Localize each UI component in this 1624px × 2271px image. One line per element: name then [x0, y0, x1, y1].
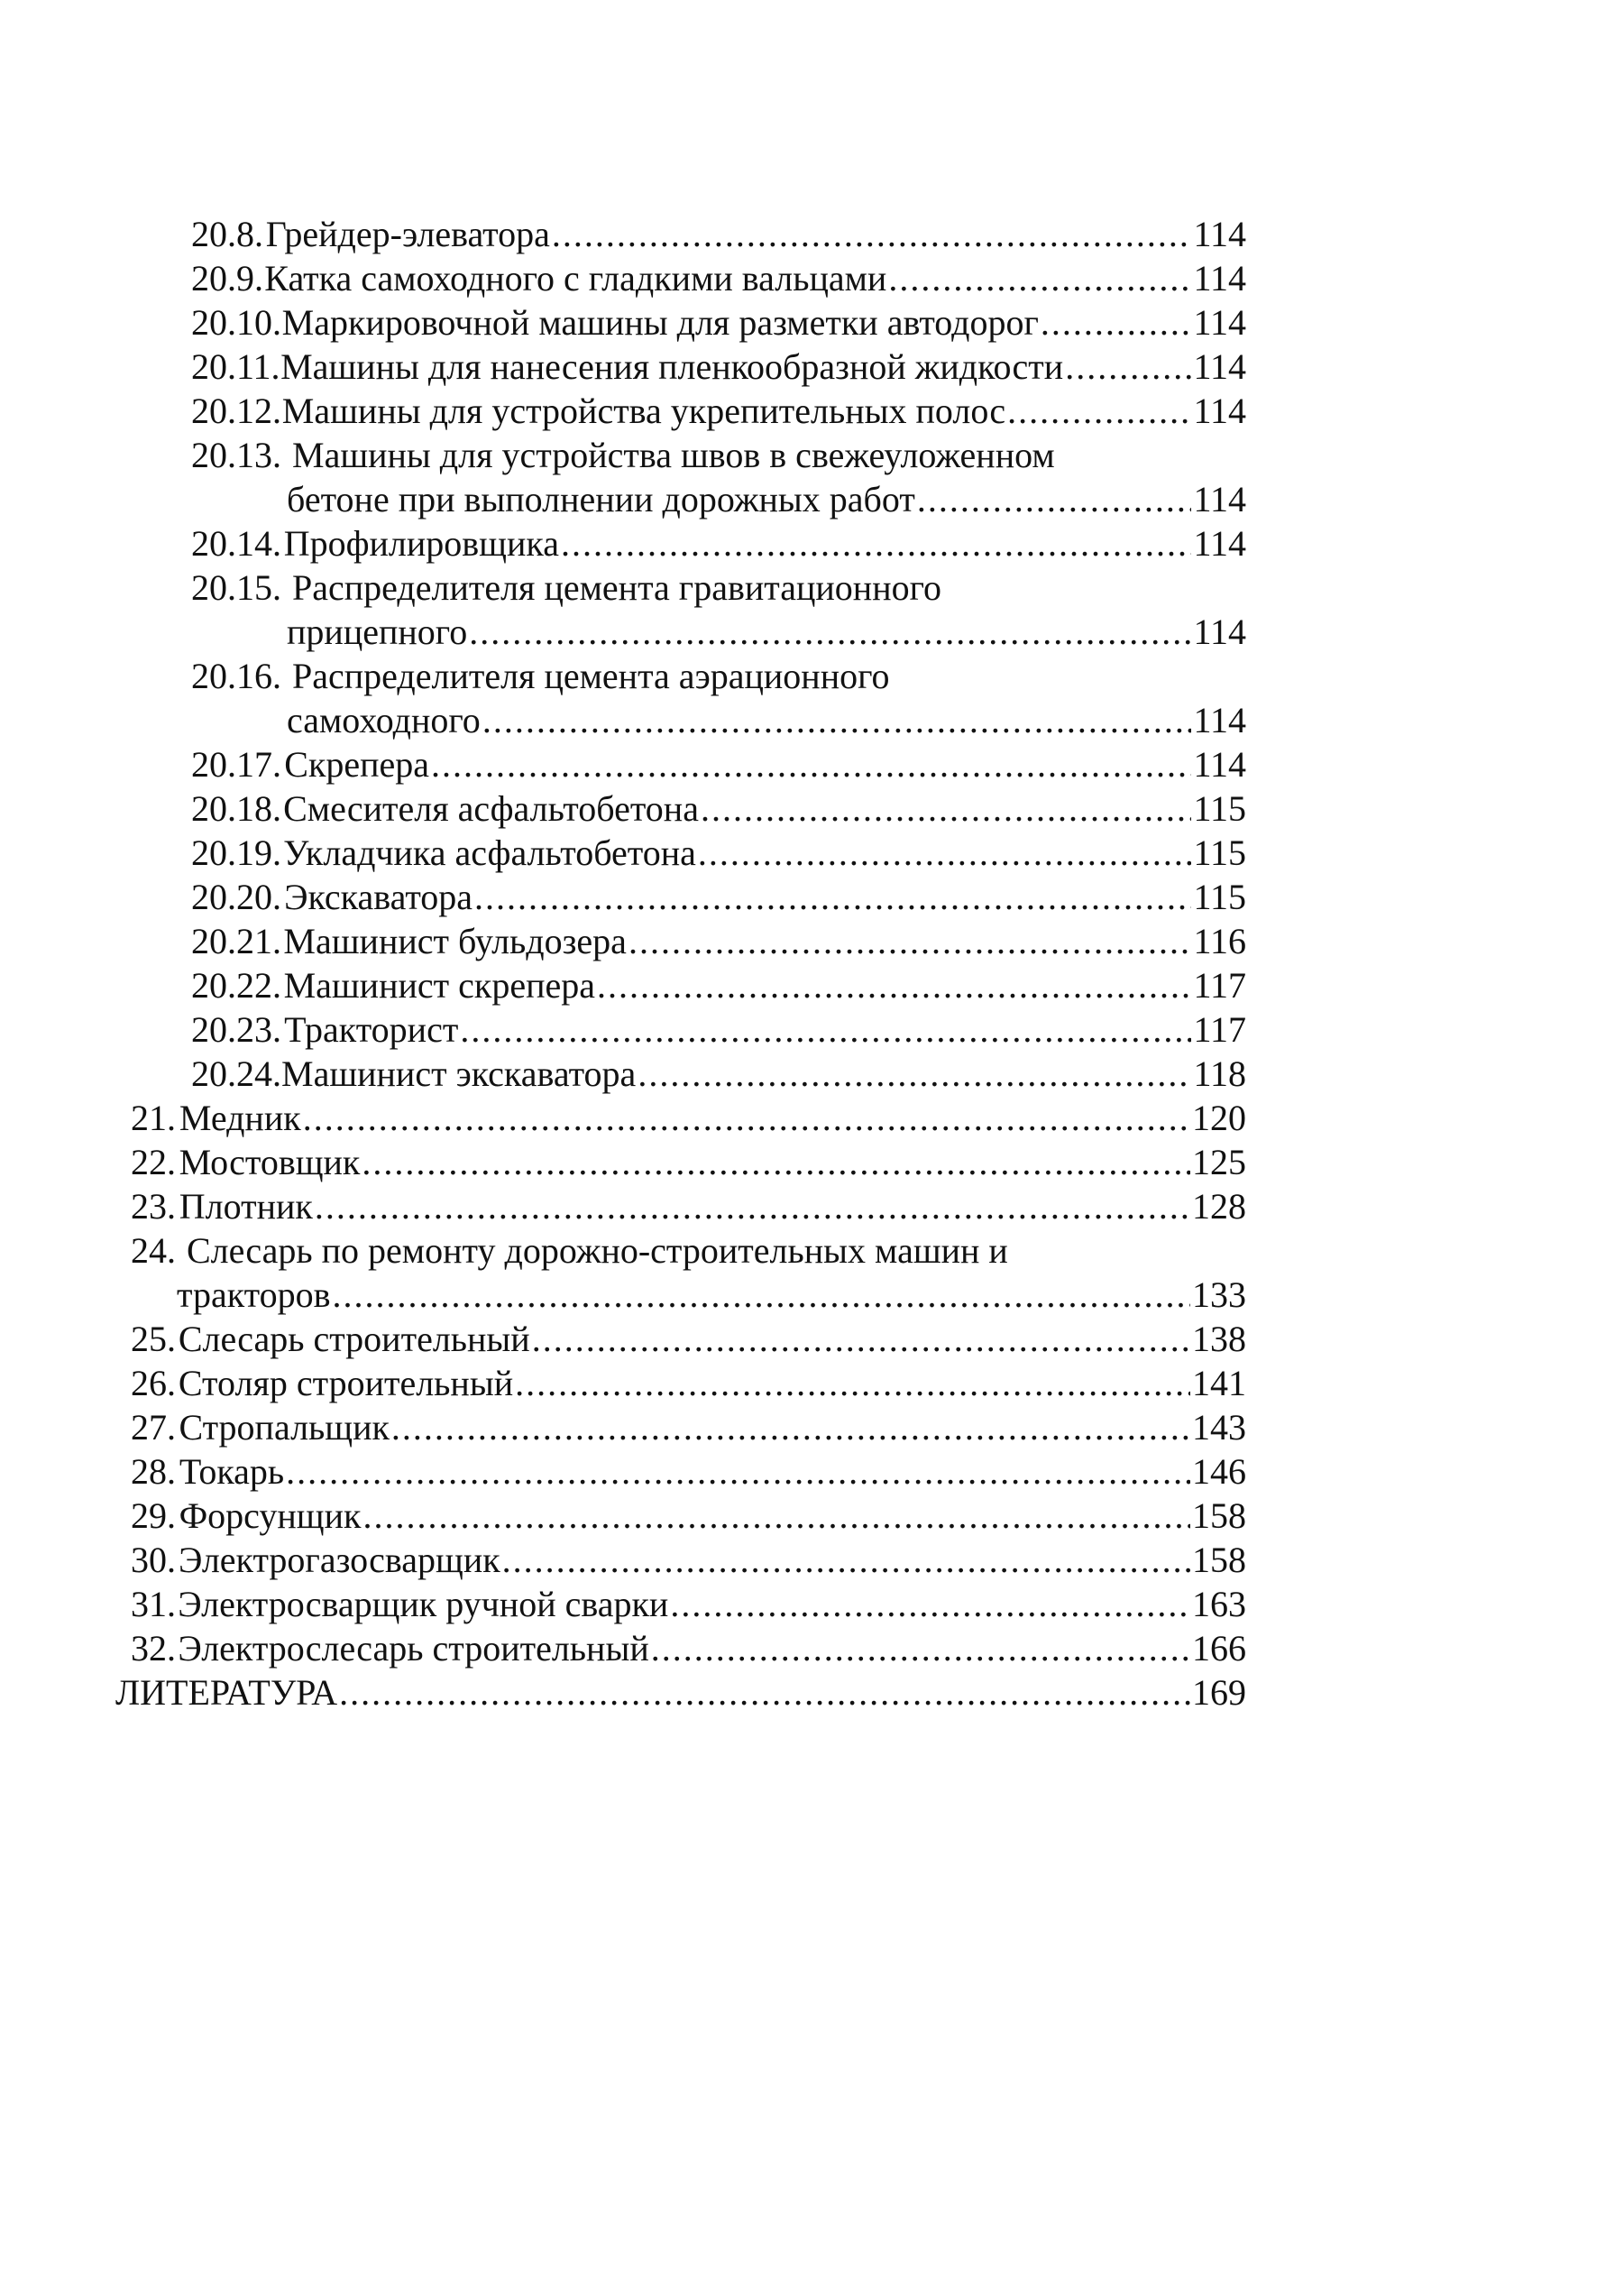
- toc-dot-leader: [698, 832, 1192, 875]
- toc-entry-number: 24.: [131, 1230, 176, 1271]
- toc-entry-page: 114: [1193, 744, 1246, 785]
- toc-entry-continuation: [287, 611, 1246, 654]
- toc-entry: [131, 1362, 1246, 1405]
- toc-entry-bibliography: [115, 1671, 1246, 1715]
- toc-dot-leader: [917, 478, 1192, 521]
- toc-entry-page: 133: [1192, 1274, 1246, 1315]
- toc-entry-title: Медник: [179, 1098, 301, 1138]
- toc-entry-number: 20.17.: [191, 744, 281, 785]
- toc-entry-page: 114: [1193, 523, 1246, 564]
- toc-entry: [191, 434, 1246, 477]
- toc-entry: [191, 876, 1246, 919]
- toc-entry-page: 128: [1192, 1186, 1246, 1227]
- toc-entry-title: Столяр строительный: [178, 1363, 514, 1403]
- toc-entry-number: 20.9.: [191, 258, 263, 299]
- toc-entry: [131, 1229, 1246, 1273]
- toc-entry: [191, 1053, 1246, 1096]
- toc-entry-number: 26.: [131, 1363, 176, 1403]
- toc-entry: [131, 1097, 1246, 1140]
- toc-entry-page: 117: [1193, 965, 1246, 1006]
- toc-entry: [191, 522, 1246, 565]
- toc-entry-title: Распределителя цемента гравитационного: [292, 567, 942, 608]
- toc-entry-title: тракторов: [177, 1274, 331, 1315]
- toc-entry-title: прицепного: [287, 611, 468, 652]
- toc-dot-leader: [638, 1053, 1191, 1096]
- toc-entry: [131, 1406, 1246, 1449]
- toc-dot-leader: [561, 522, 1192, 565]
- toc-entry: [191, 301, 1246, 345]
- toc-entry-page: 166: [1192, 1628, 1246, 1669]
- toc-entry-page: 158: [1192, 1540, 1246, 1580]
- toc-dot-leader: [651, 1627, 1190, 1670]
- toc-dot-leader: [888, 257, 1191, 300]
- toc-entry-title: самоходного: [287, 700, 481, 740]
- toc-entry-page: 120: [1192, 1098, 1246, 1138]
- toc-entry-page: 114: [1193, 214, 1246, 254]
- toc-entry: [191, 390, 1246, 433]
- toc-entry-page: 117: [1193, 1009, 1246, 1050]
- toc-entry-number: 32.: [131, 1628, 176, 1669]
- toc-entry-page: 115: [1193, 877, 1246, 917]
- toc-entry-page: 114: [1193, 700, 1246, 740]
- toc-dot-leader: [362, 1141, 1190, 1184]
- toc-dot-leader: [391, 1406, 1190, 1449]
- toc-entry-title: Стропальщик: [179, 1407, 390, 1448]
- toc-dot-leader: [286, 1450, 1190, 1494]
- toc-entry-page: 114: [1193, 302, 1246, 343]
- toc-entry: [191, 655, 1246, 698]
- toc-entry-title: Форсунщик: [179, 1495, 362, 1536]
- toc-entry-title: бетоне при выполнении дорожных работ: [287, 479, 915, 519]
- toc-entry-continuation: [287, 699, 1246, 742]
- toc-dot-leader: [552, 213, 1192, 256]
- toc-entry-page: 115: [1193, 832, 1246, 873]
- toc-dot-leader: [597, 964, 1191, 1007]
- toc-entry: [191, 920, 1246, 963]
- toc-entry-page: 169: [1192, 1672, 1246, 1713]
- toc-entry-title: Катка самоходного с гладкими вальцами: [264, 258, 887, 299]
- toc-dot-leader: [469, 611, 1191, 654]
- toc-entry: [131, 1539, 1246, 1582]
- toc-entry-number: 20.24.: [191, 1053, 281, 1094]
- toc-entry-title: Машинист скрепера: [283, 965, 595, 1006]
- toc-entry-number: 29.: [131, 1495, 176, 1536]
- toc-entry: [131, 1627, 1246, 1670]
- toc-entry-title: Электросварщик ручной сварки: [178, 1584, 669, 1624]
- toc-dot-leader: [1065, 345, 1191, 389]
- toc-entry-title: Электрогазосварщик: [178, 1540, 500, 1580]
- toc-dot-leader: [332, 1273, 1190, 1317]
- toc-entry-number: 20.10.: [191, 302, 281, 343]
- toc-entry-title: Тракторист: [284, 1009, 459, 1050]
- toc-entry: [191, 566, 1246, 610]
- toc-entry-page: 116: [1193, 921, 1246, 961]
- toc-dot-leader: [482, 699, 1192, 742]
- toc-entry-title: Машинист бульдозера: [283, 921, 627, 961]
- toc-entry-number: 20.19.: [191, 832, 281, 873]
- toc-entry-number: 27.: [131, 1407, 176, 1448]
- toc-entry-number: 23.: [131, 1186, 176, 1227]
- toc-entry-number: 20.15.: [191, 567, 281, 608]
- toc-entry: [191, 743, 1246, 786]
- toc-entry-number: 20.21.: [191, 921, 281, 961]
- toc-entry-number: 30.: [131, 1540, 176, 1580]
- toc-entry-title: Скрепера: [284, 744, 430, 785]
- toc-entry-title: Электрослесарь строительный: [178, 1628, 649, 1669]
- toc-entry-title: Распределителя цемента аэрационного: [292, 656, 890, 696]
- toc-dot-leader: [628, 920, 1192, 963]
- toc-entry-title: Машины для устройства укрепительных полос: [281, 391, 1006, 431]
- toc-entry: [191, 832, 1246, 875]
- toc-entry-title: Плотник: [179, 1186, 313, 1227]
- toc-entry: [131, 1583, 1246, 1626]
- toc-entry-page: 146: [1192, 1451, 1246, 1492]
- toc-entry-page: 114: [1193, 391, 1246, 431]
- toc-entry-page: 114: [1193, 258, 1246, 299]
- toc-entry: [191, 1008, 1246, 1052]
- toc-entry-title: Машины для нанесения пленкообразной жидкости: [280, 346, 1064, 387]
- toc-entry-page: 114: [1193, 611, 1246, 652]
- toc-entry-continuation: [287, 478, 1246, 521]
- toc-entry-number: 25.: [131, 1319, 176, 1359]
- toc-entry-page: 125: [1192, 1142, 1246, 1182]
- toc-entry-title: Экскаватора: [284, 877, 473, 917]
- toc-entry-title: Укладчика асфальтобетона: [283, 832, 696, 873]
- toc-entry: [191, 345, 1246, 389]
- toc-entry-number: 20.14.: [191, 523, 281, 564]
- toc-entry-number: 20.18.: [191, 788, 281, 829]
- toc-dot-leader: [474, 876, 1191, 919]
- toc-dot-leader: [303, 1097, 1190, 1140]
- toc-entry-page: 115: [1193, 788, 1246, 829]
- toc-entry-number: 20.23.: [191, 1009, 281, 1050]
- toc-entry-title: Смесителя асфальтобетона: [283, 788, 699, 829]
- toc-entry-title: Слесарь строительный: [178, 1319, 530, 1359]
- toc-entry-title: Маркировочной машины для разметки автодорог: [281, 302, 1039, 343]
- toc-entry: [131, 1450, 1246, 1494]
- toc-entry-title: Машины для устройства швов в свежеуложенном: [292, 435, 1055, 475]
- toc-entry-title: Токарь: [179, 1451, 285, 1492]
- toc-entry-page: 114: [1193, 346, 1246, 387]
- toc-entry: [131, 1141, 1246, 1184]
- toc-entry-title: Слесарь по ремонту дорожно-строительных машин и: [187, 1230, 1008, 1271]
- toc-entry-number: 20.12.: [191, 391, 281, 431]
- toc-entry-title: Профилировщика: [283, 523, 559, 564]
- toc-entry-number: 20.13.: [191, 435, 281, 475]
- toc-dot-leader: [1007, 390, 1191, 433]
- toc-entry-number: 20.8.: [191, 214, 263, 254]
- toc-entry-page: 141: [1192, 1363, 1246, 1403]
- toc-entry-title: Грейдер-элеватора: [265, 214, 550, 254]
- toc-entry-page: 163: [1192, 1584, 1246, 1624]
- toc-entry: [191, 213, 1246, 256]
- toc-entry-number: 28.: [131, 1451, 176, 1492]
- toc-dot-leader: [515, 1362, 1190, 1405]
- toc-dot-leader: [362, 1494, 1190, 1538]
- toc-entry-number: 20.20.: [191, 877, 281, 917]
- toc-dot-leader: [532, 1318, 1190, 1361]
- toc-entry-number: 20.16.: [191, 656, 281, 696]
- toc-dot-leader: [502, 1539, 1190, 1582]
- toc-entry-page: 143: [1192, 1407, 1246, 1448]
- toc-entry-number: 22.: [131, 1142, 176, 1182]
- toc-entry: [191, 787, 1246, 831]
- toc-entry-page: 138: [1192, 1319, 1246, 1359]
- toc-entry: [191, 257, 1246, 300]
- toc-entry: [191, 964, 1246, 1007]
- toc-entry-number: 31.: [131, 1584, 176, 1624]
- toc-entry-title: Мостовщик: [179, 1142, 361, 1182]
- toc-dot-leader: [339, 1671, 1190, 1715]
- toc-entry-page: 118: [1193, 1053, 1246, 1094]
- toc-dot-leader: [701, 787, 1192, 831]
- toc-entry-continuation: [177, 1273, 1246, 1317]
- toc-entry-number: 21.: [131, 1098, 176, 1138]
- toc-dot-leader: [431, 743, 1191, 786]
- toc-dot-leader: [1041, 301, 1192, 345]
- toc-dot-leader: [670, 1583, 1190, 1626]
- toc-entry-title: ЛИТЕРАТУРА: [115, 1672, 338, 1713]
- toc-entry-title: Машинист экскаватора: [281, 1053, 637, 1094]
- toc-entry-number: 20.11.: [191, 346, 280, 387]
- toc-dot-leader: [315, 1185, 1190, 1228]
- toc-entry-number: 20.22.: [191, 965, 281, 1006]
- toc-entry-page: 114: [1193, 479, 1246, 519]
- toc-entry-page: 158: [1192, 1495, 1246, 1536]
- toc-dot-leader: [460, 1008, 1191, 1052]
- toc-entry: [131, 1185, 1246, 1228]
- toc-entry: [131, 1494, 1246, 1538]
- toc-entry: [131, 1318, 1246, 1361]
